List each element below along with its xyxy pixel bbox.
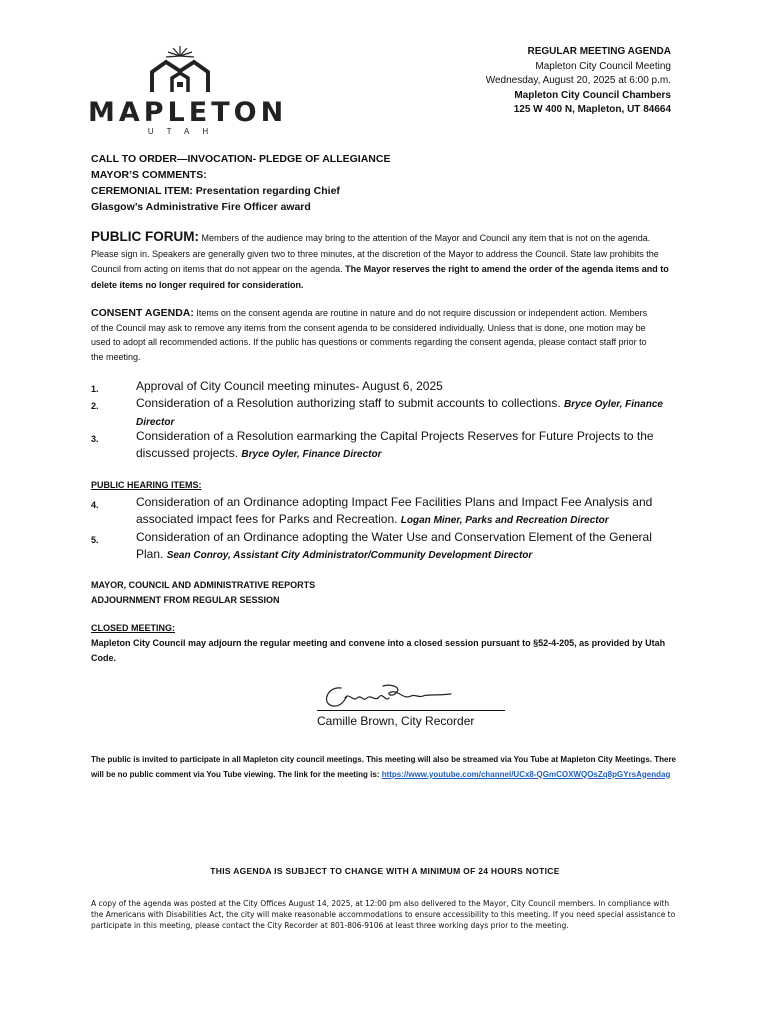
ceremonial-item: CEREMONIAL ITEM: Presentation regarding Chief (91, 185, 340, 197)
agenda-item-4 (91, 494, 681, 529)
consent-agenda-section (91, 306, 651, 364)
youtube-link[interactable]: https://www.youtube.com/channel/UCx8-QGmCOXWQOsZq8pGYrsAgendag (381, 769, 671, 779)
item-number: 2. (91, 401, 99, 411)
consent-agenda-title: CONSENT AGENDA: (91, 307, 194, 319)
change-notice: THIS AGENDA IS SUBJECT TO CHANGE WITH A MINIMUM OF 24 HOURS NOTICE (210, 866, 560, 876)
logo-state: UTAH (147, 127, 222, 136)
consent-agenda-body: Items on the consent agenda are routine in nature and do not require discussion or independent action. Members of the Council may ask to remove any items from the consent agenda to be considered individually. Unless that is done, one motion may be used to adopt all recommended actions. If the public has questions or comments regarding the consent agenda, please contact staff prior to the meeting. (91, 308, 648, 362)
item-number: 5. (91, 535, 99, 545)
logo-wordmark: MAPLETON (88, 97, 288, 128)
opening-section (91, 151, 673, 215)
item-number: 3. (91, 434, 99, 444)
agenda-item-3 (91, 428, 681, 463)
mapleton-logo (88, 44, 288, 136)
public-forum-bold: The Mayor reserves the right to amend the order of the agenda items and to delete items no longer required for consideration. (91, 264, 669, 290)
meeting-datetime: Wednesday, August 20, 2025 at 6:00 p.m. (485, 75, 671, 86)
item-text: Consideration of a Resolution authorizing staff to submit accounts to collections. (136, 396, 565, 410)
mountain-house-icon (88, 44, 273, 96)
agenda-item-1 (91, 378, 681, 395)
agenda-item-2 (91, 395, 681, 431)
reports-line: MAYOR, COUNCIL AND ADMINISTRATIVE REPORTS (91, 580, 316, 590)
public-hearing-title: PUBLIC HEARING ITEMS: (91, 480, 202, 490)
item-text: Consideration of a Resolution earmarking the Capital Projects Reserves for Future Projects to the discussed projects. (136, 429, 654, 460)
stream-notice-body: The public is invited to participate in all Mapleton city council meetings. This meeting will also be streamed via You Tube at Mapleton City Meetings. There will be no public comment via You Tube viewing. The link for the meeting is: (91, 755, 676, 779)
public-forum-title: PUBLIC FORUM: (91, 229, 199, 244)
closed-meeting-section (91, 621, 673, 666)
mayors-comments: MAYOR’S COMMENTS: (91, 169, 207, 181)
item-presenter: Bryce Oyler, Finance Director (241, 449, 382, 460)
closed-meeting-body: Mapleton City Council may adjourn the regular meeting and convene into a closed session pursuant to §52-4-205, as provided by Utah Code. (91, 638, 666, 663)
adjournment-line: ADJOURNMENT FROM REGULAR SESSION (91, 595, 280, 605)
meeting-name: Mapleton City Council Meeting (535, 60, 671, 72)
handwritten-signature (319, 682, 469, 712)
item-presenter: Sean Conroy, Assistant City Administrator/Community Development Director (166, 550, 533, 561)
item-presenter: Bryce Oyler, Finance Director (136, 399, 663, 428)
item-number: 4. (91, 500, 99, 510)
agenda-title: REGULAR MEETING AGENDA (527, 46, 671, 57)
posting-footer: A copy of the agenda was posted at the City Offices August 14, 2025, at 12:00 pm also delivered to the Mayor, City Council members. In compliance with the Americans with Disabilities Act, the city will make reasonable accommodations to ensure accessibility to this meeting. If you need special assistance to participate in this meeting, please contact the City Recorder at 801-806-9106 at least three working days prior to the meeting. (91, 899, 676, 930)
meeting-address: 125 W 400 N, Mapleton, UT 84664 (513, 104, 671, 115)
meeting-header (486, 45, 671, 118)
stream-notice (91, 753, 677, 782)
item-number: 1. (91, 384, 99, 394)
public-forum-section (91, 229, 673, 293)
item-text: Consideration of an Ordinance adopting the Water Use and Conservation Element of the General Plan. (136, 530, 652, 561)
item-text: Approval of City Council meeting minutes- August 6, 2025 (136, 379, 443, 393)
call-to-order: CALL TO ORDER—INVOCATION- PLEDGE OF ALLEGIANCE (91, 153, 391, 165)
item-text: Consideration of an Ordinance adopting Impact Fee Facilities Plans and Impact Fee Analysis and associated impact fees for Parks and Recreation. (136, 495, 653, 526)
recorder-name: Camille Brown, City Recorder (317, 714, 475, 728)
public-forum-body: Members of the audience may bring to the attention of the Mayor and Council any item that is not on the agenda. Please sign in. Speakers are generally given two to three minutes, at the discretion of the Mayor to address the Council. State law prohibits the Council from acting on items that do not appear on the agenda. (91, 233, 659, 274)
meeting-location: Mapleton City Council Chambers (514, 89, 671, 101)
signature-line (317, 710, 505, 711)
item-presenter: Logan Miner, Parks and Recreation Director (400, 515, 609, 526)
closed-meeting-title: CLOSED MEETING: (91, 623, 176, 633)
ceremonial-item-cont: Glasgow’s Administrative Fire Officer award (91, 201, 311, 213)
agenda-item-5 (91, 529, 681, 564)
reports-section (91, 578, 673, 608)
